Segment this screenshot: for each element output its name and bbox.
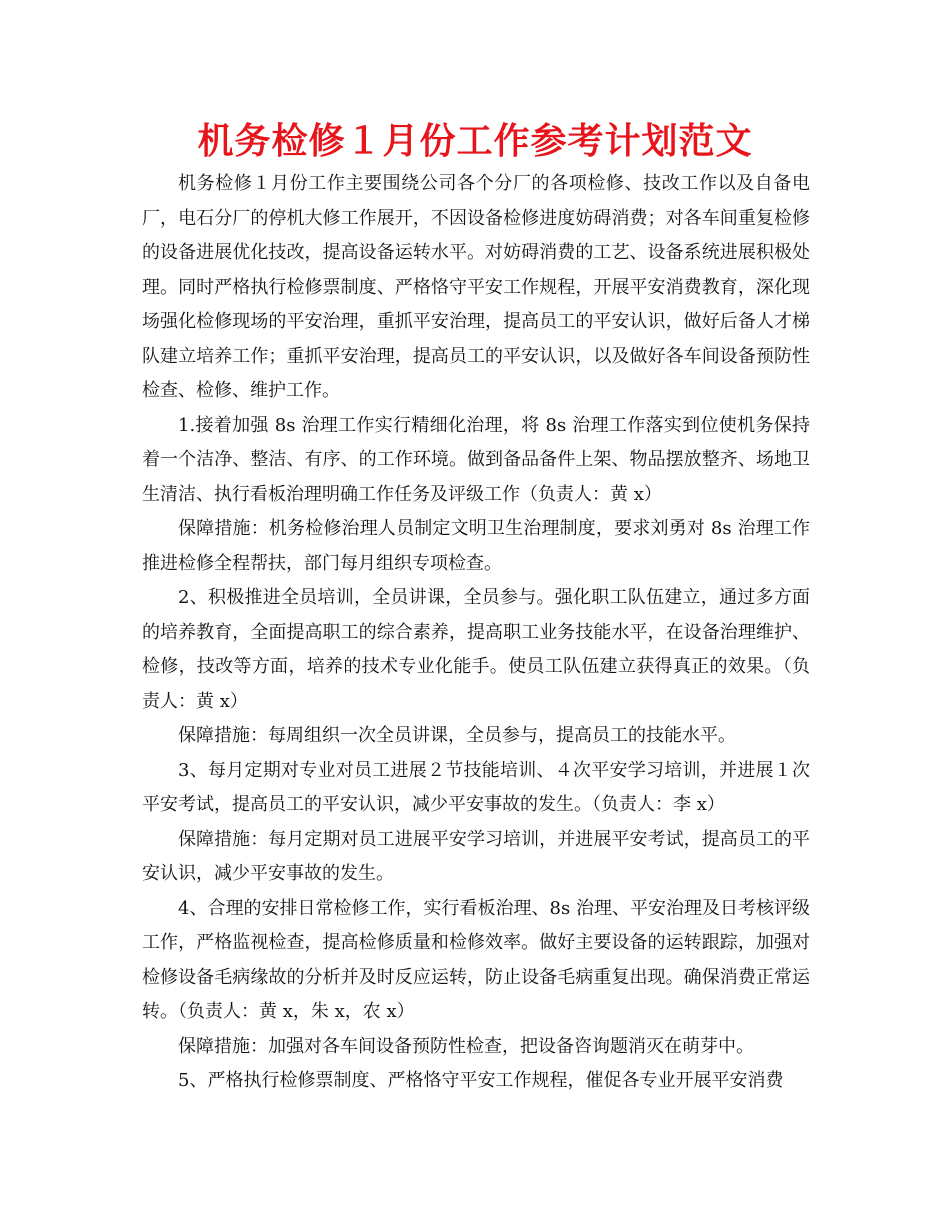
paragraph-item-2: 2、积极推进全员培训，全员讲课，全员参与。强化职工队伍建立，通过多方面的培养教育，全面提高职工的综合素养，提高职工业务技能水平，在设备治理维护、检修，技改等方面，培养的技术专业化能手。使员工队伍建立获得真正的效果。（负责人：黄 x） xyxy=(142,587,810,712)
paragraph-measure-2: 保障措施：每周组织一次全员讲课，全员参与，提高员工的技能水平。 xyxy=(178,725,736,746)
paragraph-item-1: 1.接着加强 8s 治理工作实行精细化治理，将 8s 治理工作落实到位使机务保持着一个洁净、整洁、有序、的工作环境。做到备品备件上架、物品摆放整齐、场地卫生清洁、执行看板治理明确工作任务及评级工作（负责人：黄 x） xyxy=(142,414,810,505)
paragraph-item-3: 3、每月定期对专业对员工进展２节技能培训、４次平安学习培训，并进展１次平安考试，提高员工的平安认识，减少平安事故的发生。（负责人：李 x） xyxy=(142,759,810,815)
paragraph-measure-1: 保障措施：机务检修治理人员制定文明卫生治理制度，要求刘勇对 8s 治理工作推进检修全程帮扶，部门每月组织专项检查。 xyxy=(142,518,810,574)
document-body xyxy=(142,167,810,1099)
paragraph-item-4: 4、合理的安排日常检修工作，实行看板治理、8s 治理、平安治理及日考核评级工作，严格监视检查，提高检修质量和检修效率。做好主要设备的运转跟踪，加强对检修设备毛病缘故的分析并及时反应运转，防止设备毛病重复出现。确保消费正常运转。（负责人：黄 x，朱 x，农 x） xyxy=(142,897,810,1022)
paragraph-measure-3: 保障措施：每月定期对员工进展平安学习培训，并进展平安考试，提高员工的平安认识，减少平安事故的发生。 xyxy=(142,828,810,884)
document-title: 机务检修１月份工作参考计划范文 xyxy=(197,121,753,162)
paragraph-measure-4: 保障措施：加强对各车间设备预防性检查，把设备咨询题消灭在萌芽中。 xyxy=(178,1035,754,1057)
paragraph-item-5: 5、严格执行检修票制度、严格恪守平安工作规程，催促各专业开展平安消费 xyxy=(178,1070,784,1091)
paragraph-intro: 机务检修１月份工作主要围绕公司各个分厂的各项检修、技改工作以及自备电厂，电石分厂的停机大修工作展开，不因设备检修进度妨碍消费；对各车间重复检修的设备进展优化技改，提高设备运转水平。对妨碍消费的工艺、设备系统进展积极处理。同时严格执行检修票制度、严格恪守平安工作规程，开展平安消费教育，深化现场强化检修现场的平安治理，重抓平安治理，提高员工的平安认识，做好后备人才梯队建立培养工作；重抓平安治理，提高员工的平安认识，以及做好各车间设备预防性检查、检修、维护工作。 xyxy=(142,173,810,401)
